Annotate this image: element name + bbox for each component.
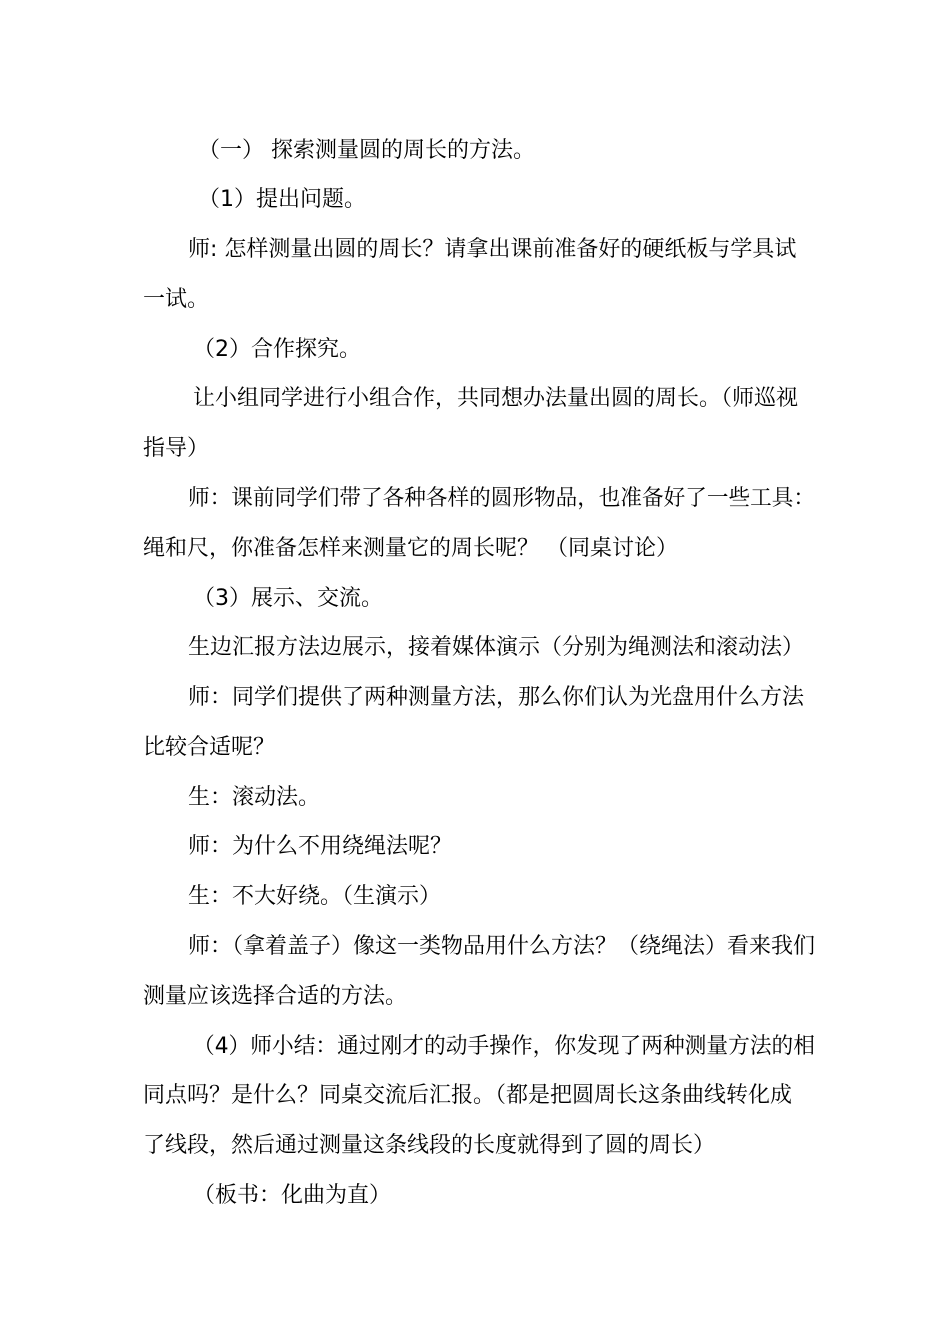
board-note: （板书：化曲为直）: [193, 1183, 392, 1208]
subsection-heading: （1）提出问题。: [198, 187, 366, 212]
paragraph-line: 了线段，然后通过测量这条线段的长度就得到了圆的周长）: [143, 1133, 716, 1158]
paragraph-line: 师：课前同学们带了各种各样的圆形物品，也准备好了一些工具：: [188, 486, 816, 511]
paragraph-line: 让小组同学进行小组合作，共同想办法量出圆的周长。（师巡视: [193, 386, 799, 411]
subsection-heading: （2）合作探究。: [193, 337, 361, 362]
paragraph-line: 生：滚动法。: [188, 785, 321, 810]
paragraph-line: 测量应该选择合适的方法。: [143, 984, 408, 1009]
paragraph-line: 绳和尺，你准备怎样来测量它的周长呢？ （同桌讨论）: [143, 536, 678, 561]
paragraph-line: （4）师小结：通过刚才的动手操作，你发现了两种测量方法的相: [193, 1034, 815, 1059]
paragraph-line: 生：不大好绕。（生演示）: [188, 884, 442, 909]
paragraph-line: 比较合适呢？: [143, 735, 276, 760]
subsection-heading: （3）展示、交流。: [193, 586, 383, 611]
paragraph-line: 指导）: [143, 436, 210, 461]
paragraph-line: 师：为什么不用绕绳法呢？: [188, 834, 453, 859]
paragraph-line: 师：（拿着盖子）像这一类物品用什么方法？（绕绳法）看来我们: [188, 934, 816, 959]
section-heading: （一） 探索测量圆的周长的方法。: [198, 138, 535, 163]
paragraph-line: 一试。: [143, 287, 210, 312]
paragraph-line: 生边汇报方法边展示，接着媒体演示（分别为绳测法和滚动法）: [188, 635, 805, 660]
paragraph-line: 师：同学们提供了两种测量方法，那么你们认为光盘用什么方法: [188, 685, 805, 710]
paragraph-line: 师: 怎样测量出圆的周长？请拿出课前准备好的硬纸板与学具试: [188, 237, 797, 262]
paragraph-line: 同点吗？是什么？同桌交流后汇报。（都是把圆周长这条曲线转化成: [143, 1083, 793, 1108]
